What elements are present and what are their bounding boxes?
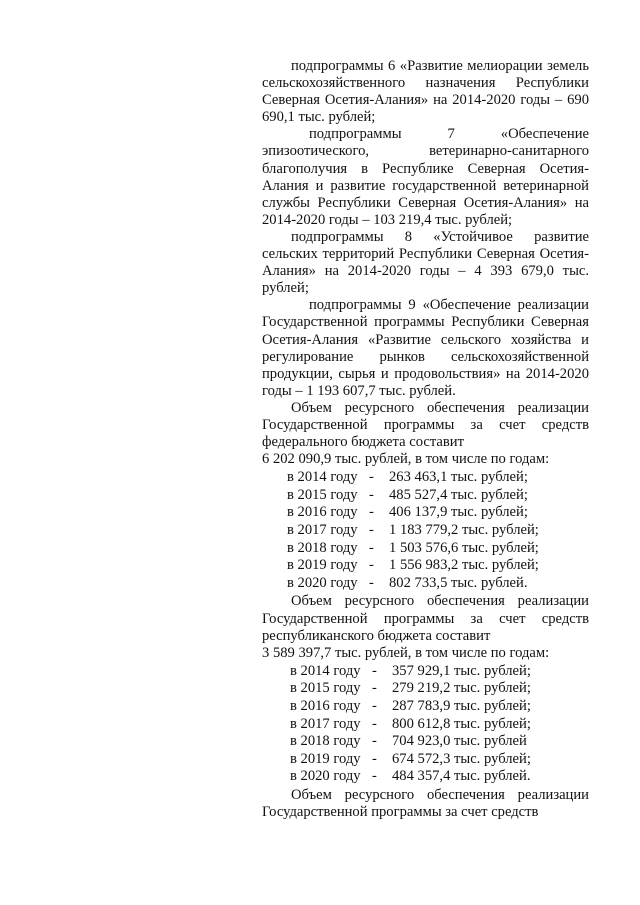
republican-year-row	[262, 751, 589, 769]
year-amount: 263 463,1 тыс. рублей;	[389, 469, 528, 486]
year-amount: 800 612,8 тыс. рублей;	[392, 715, 531, 732]
year-label: в 2014 году	[290, 662, 361, 679]
year-label: в 2020 году	[287, 574, 358, 591]
year-label: в 2019 году	[290, 750, 361, 767]
year-label: в 2015 году	[290, 680, 361, 697]
year-label: в 2019 году	[287, 557, 358, 574]
dash: -	[372, 662, 377, 679]
federal-total: 6 202 090,9 тыс. рублей, в том числе по годам:	[262, 451, 550, 468]
paragraph-subprogram-6: подпрограммы 6 «Развитие мелиорации земель сельскохозяйственного назначения Республики Северная Осетия-Алания» на 2014-2020 годы – 690 690,1 тыс. рублей;	[262, 58, 589, 126]
federal-year-row	[262, 557, 589, 575]
year-amount: 1 183 779,2 тыс. рублей;	[389, 522, 539, 539]
federal-year-row	[262, 487, 589, 505]
dash: -	[369, 574, 374, 591]
paragraph-subprogram-7: подпрограммы 7 «Обеспечение эпизоотического, ветеринарно-санитарного благополучия в Республике Северная Осетия-Алания и развитие государственной ветеринарной службы Республики Северная Осетия-Алания» на 2014-2020 годы – 103 219,4 тыс. рублей;	[262, 126, 589, 228]
year-amount: 485 527,4 тыс. рублей;	[389, 486, 528, 503]
dash: -	[369, 486, 374, 503]
republican-year-list	[262, 663, 589, 786]
dash: -	[369, 539, 374, 556]
year-amount: 802 733,5 тыс. рублей.	[389, 574, 528, 591]
year-amount: 674 572,3 тыс. рублей;	[392, 750, 531, 767]
paragraph-subprogram-8: подпрограммы 8 «Устойчивое развитие сельских территорий Республики Северная Осетия-Алания» на 2014-2020 годы – 4 393 679,0 тыс. рублей;	[262, 228, 589, 297]
year-label: в 2017 году	[287, 522, 358, 539]
republican-year-row	[262, 663, 589, 681]
year-label: в 2018 году	[287, 539, 358, 556]
federal-year-list	[262, 469, 589, 592]
republican-total: 3 589 397,7 тыс. рублей, в том числе по годам:	[262, 644, 550, 661]
year-label: в 2014 году	[287, 469, 358, 486]
dash: -	[369, 504, 374, 521]
dash: -	[372, 733, 377, 750]
year-amount: 287 783,9 тыс. рублей;	[392, 697, 531, 714]
federal-year-row	[262, 575, 589, 593]
republican-year-row	[262, 733, 589, 751]
dash: -	[369, 522, 374, 539]
year-amount: 484 357,4 тыс. рублей.	[392, 768, 531, 785]
text-column	[262, 58, 589, 821]
year-amount: 704 923,0 тыс. рублей	[392, 733, 527, 750]
dash: -	[372, 680, 377, 697]
year-amount: 279 219,2 тыс. рублей;	[392, 680, 531, 697]
year-amount: 357 929,1 тыс. рублей;	[392, 662, 531, 679]
paragraph-subprogram-9: подпрограммы 9 «Обеспечение реализации Государственной программы Республики Северная Осетия-Алания «Развитие сельского хозяйства и регулирование рынков сельскохозяйственной продукции, сырья и продовольствия» на 2014-2020 годы – 1 193 607,7 тыс. рублей.	[262, 297, 589, 399]
dash: -	[372, 715, 377, 732]
year-label: в 2015 году	[287, 486, 358, 503]
federal-year-row	[262, 469, 589, 487]
dash: -	[369, 557, 374, 574]
republican-year-row	[262, 680, 589, 698]
republican-year-row	[262, 698, 589, 716]
year-label: в 2017 году	[290, 715, 361, 732]
federal-year-row	[262, 522, 589, 540]
year-amount: 1 556 983,2 тыс. рублей;	[389, 557, 539, 574]
year-label: в 2018 году	[290, 733, 361, 750]
closing-paragraph: Объем ресурсного обеспечения реализации Государственной программы за счет средств	[262, 786, 589, 821]
federal-year-row	[262, 540, 589, 558]
federal-intro: Объем ресурсного обеспечения реализации Государственной программы за счет средств федерального бюджета составит	[262, 399, 589, 451]
dash: -	[372, 697, 377, 714]
republican-year-row	[262, 716, 589, 734]
republican-intro: Объем ресурсного обеспечения реализации Государственной программы за счет средств республиканского бюджета составит	[262, 593, 589, 644]
year-amount: 406 137,9 тыс. рублей;	[389, 504, 528, 521]
dash: -	[372, 768, 377, 785]
republican-year-row	[262, 768, 589, 786]
year-label: в 2016 году	[290, 697, 361, 714]
year-label: в 2020 году	[290, 768, 361, 785]
dash: -	[369, 469, 374, 486]
year-label: в 2016 году	[287, 504, 358, 521]
federal-year-row	[262, 504, 589, 522]
dash: -	[372, 750, 377, 767]
year-amount: 1 503 576,6 тыс. рублей;	[389, 539, 539, 556]
